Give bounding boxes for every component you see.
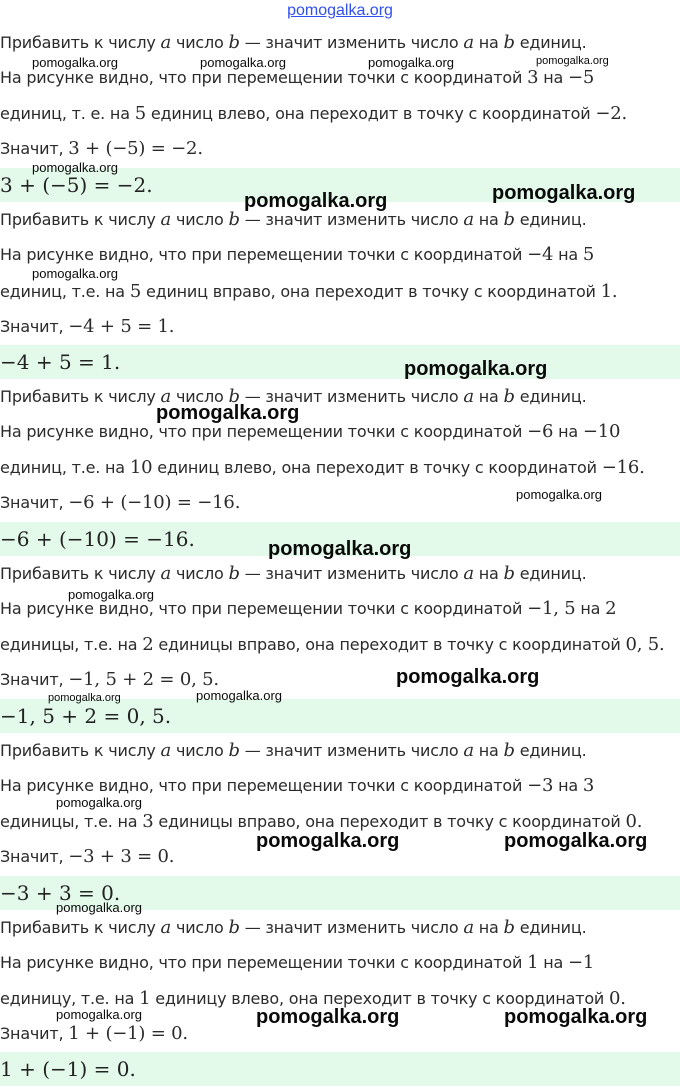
- watermark: pomogalka.org: [56, 795, 142, 810]
- watermark: pomogalka.org: [196, 688, 282, 703]
- explanation-line: единицы, т.е. на 2 единицы вправо, она переходит в точку с координатой 0, 5.: [0, 634, 665, 655]
- answer-box: −4 + 5 = 1.: [0, 345, 680, 379]
- explanation-line: На рисунке видно, что при перемещении точки с координатой 1 на −1: [0, 952, 595, 973]
- watermark: pomogalka.org: [68, 587, 154, 602]
- watermark: pomogalka.org: [32, 55, 118, 70]
- watermark: pomogalka.org: [516, 487, 602, 502]
- explanation-line: единиц, т. е. на 5 единиц влево, она переходит в точку с координатой −2.: [0, 103, 628, 124]
- watermark: pomogalka.org: [404, 358, 548, 380]
- rule-text: Прибавить к числу a число b — значит изменить число a на b единиц.: [0, 209, 587, 230]
- explanation-line: единиц, т.е. на 5 единиц вправо, она переходит в точку с координатой 1.: [0, 281, 618, 302]
- answer-box: 1 + (−1) = 0.: [0, 1052, 680, 1086]
- watermark: pomogalka.org: [256, 830, 400, 852]
- explanation-line: На рисунке видно, что при перемещении точки с координатой −1, 5 на 2: [0, 598, 617, 619]
- explanation-line: На рисунке видно, что при перемещении точки с координатой −4 на 5: [0, 244, 595, 265]
- watermark: pomogalka.org: [156, 402, 300, 424]
- watermark: pomogalka.org: [56, 1007, 142, 1022]
- rule-text: Прибавить к числу a число b — значит изменить число a на b единиц.: [0, 563, 587, 584]
- watermark: pomogalka.org: [492, 182, 636, 204]
- conclusion-line: Значит, 1 + (−1) = 0.: [0, 1023, 188, 1044]
- rule-text: Прибавить к числу a число b — значит изменить число a на b единиц.: [0, 740, 587, 761]
- answer-box: −6 + (−10) = −16.: [0, 522, 680, 556]
- conclusion-line: Значит, −4 + 5 = 1.: [0, 316, 175, 337]
- watermark: pomogalka.org: [368, 55, 454, 70]
- site-link[interactable]: pomogalka.org: [287, 2, 393, 19]
- watermark: pomogalka.org: [536, 55, 609, 67]
- conclusion-line: Значит, −1, 5 + 2 = 0, 5.: [0, 669, 219, 690]
- watermark: pomogalka.org: [504, 1006, 648, 1028]
- watermark: pomogalka.org: [504, 830, 648, 852]
- rule-text: Прибавить к числу a число b — значит изменить число a на b единиц.: [0, 32, 587, 53]
- explanation-line: На рисунке видно, что при перемещении точки с координатой −6 на −10: [0, 421, 621, 442]
- explanation-line: единицу, т.е. на 1 единицу влево, она переходит в точку с координатой 0.: [0, 988, 626, 1009]
- answer-box: −3 + 3 = 0.: [0, 876, 680, 910]
- conclusion-line: Значит, −3 + 3 = 0.: [0, 846, 175, 867]
- rule-text: Прибавить к числу a число b — значит изменить число a на b единиц.: [0, 386, 587, 407]
- explanation-line: На рисунке видно, что при перемещении точки с координатой 3 на −5: [0, 67, 595, 88]
- watermark: pomogalka.org: [56, 900, 142, 915]
- watermark: pomogalka.org: [256, 1006, 400, 1028]
- watermark: pomogalka.org: [396, 666, 540, 688]
- answer-box: 3 + (−5) = −2.: [0, 168, 680, 202]
- explanation-line: На рисунке видно, что при перемещении точки с координатой −3 на 3: [0, 775, 595, 796]
- rule-text: Прибавить к числу a число b — значит изменить число a на b единиц.: [0, 917, 587, 938]
- watermark: pomogalka.org: [268, 538, 412, 560]
- explanation-line: единицы, т.е. на 3 единицы вправо, она переходит в точку с координатой 0.: [0, 811, 643, 832]
- conclusion-line: Значит, −6 + (−10) = −16.: [0, 492, 241, 513]
- explanation-line: единиц, т.е. на 10 единиц влево, она переходит в точку с координатой −16.: [0, 457, 645, 478]
- answer-box: −1, 5 + 2 = 0, 5.: [0, 699, 680, 733]
- watermark: pomogalka.org: [244, 190, 388, 212]
- conclusion-line: Значит, 3 + (−5) = −2.: [0, 138, 203, 159]
- watermark: pomogalka.org: [32, 266, 118, 281]
- watermark: pomogalka.org: [200, 55, 286, 70]
- watermark: pomogalka.org: [48, 692, 121, 704]
- watermark: pomogalka.org: [32, 160, 118, 175]
